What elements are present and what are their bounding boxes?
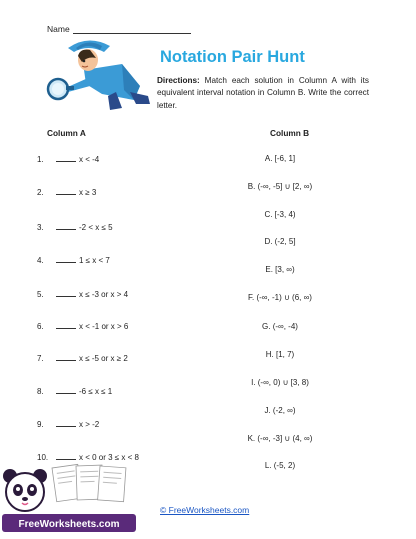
item-number: 9.	[37, 420, 44, 429]
answer-blank[interactable]	[56, 255, 76, 263]
directions-text	[157, 75, 369, 112]
column-a-item	[37, 386, 112, 396]
column-b-item: J. (-2, ∞)	[264, 406, 296, 415]
name-label: Name	[47, 24, 70, 34]
item-number: 2.	[37, 188, 44, 197]
item-expression: x < 0 or 3 ≤ x < 8	[79, 453, 139, 462]
column-a-item	[37, 452, 139, 462]
answer-blank[interactable]	[56, 321, 76, 329]
column-a-item	[37, 321, 128, 331]
freeworksheets-logo	[0, 462, 150, 539]
column-b-item: I. (-∞, 0) ∪ [3, 8)	[251, 378, 309, 387]
item-number: 5.	[37, 290, 44, 299]
answer-blank[interactable]	[56, 419, 76, 427]
column-a-heading: Column A	[47, 128, 86, 138]
column-b-item: H. [1, 7)	[265, 350, 295, 359]
answer-blank[interactable]	[56, 289, 76, 297]
item-number: 10.	[37, 453, 49, 462]
column-a-item	[37, 289, 128, 299]
detective-illustration	[44, 34, 154, 112]
column-b-item: L. (-5, 2)	[264, 461, 296, 470]
item-number: 1.	[37, 155, 44, 164]
column-b-item: F. (-∞, -1) ∪ (6, ∞)	[248, 293, 312, 302]
item-number: 4.	[37, 256, 44, 265]
name-field-row	[47, 24, 191, 34]
copyright-link[interactable]: © FreeWorksheets.com	[160, 505, 250, 515]
item-expression: x ≤ -3 or x > 4	[79, 290, 129, 299]
column-b-item: G. (-∞, -4)	[262, 322, 298, 331]
column-a-item	[37, 353, 128, 363]
item-number: 7.	[37, 354, 44, 363]
item-expression: x ≤ -5 or x ≥ 2	[79, 354, 128, 363]
column-b-item: K. (-∞, -3] ∪ (4, ∞)	[247, 434, 313, 443]
answer-blank[interactable]	[56, 187, 76, 195]
item-expression: x < -4	[79, 155, 100, 164]
column-a-item	[37, 222, 113, 232]
answer-blank[interactable]	[56, 386, 76, 394]
item-number: 6.	[37, 322, 44, 331]
item-expression: 1 ≤ x < 7	[79, 256, 110, 265]
worksheet-title: Notation Pair Hunt	[160, 48, 305, 66]
name-blank-line	[73, 25, 191, 34]
logo-text: FreeWorksheets.com	[18, 519, 120, 530]
answer-blank[interactable]	[56, 452, 76, 460]
item-expression: x < -1 or x > 6	[79, 322, 129, 331]
answer-blank[interactable]	[56, 222, 76, 230]
answer-blank[interactable]	[56, 154, 76, 162]
column-b-heading: Column B	[270, 128, 310, 138]
column-b-item: E. [3, ∞)	[265, 265, 295, 274]
directions-body: Match each solution in Column A with its equivalent interval notation in Column B. Write the correct letter.	[157, 76, 369, 110]
column-b-item: B. (-∞, -5] ∪ [2, ∞)	[247, 182, 313, 191]
directions-label: Directions:	[157, 76, 200, 85]
column-a-item	[37, 154, 99, 164]
column-a-item	[37, 419, 99, 429]
item-expression: x ≥ 3	[79, 188, 97, 197]
column-b-item: D. (-2, 5]	[264, 237, 296, 246]
item-number: 8.	[37, 387, 44, 396]
item-expression: x > -2	[79, 420, 100, 429]
column-a-item	[37, 187, 96, 197]
item-expression: -2 < x ≤ 5	[79, 223, 113, 232]
column-b-item: C. [-3, 4)	[264, 210, 296, 219]
item-number: 3.	[37, 223, 44, 232]
column-a-item	[37, 255, 110, 265]
column-b-item: A. [-6, 1]	[264, 154, 296, 163]
item-expression: -6 ≤ x ≤ 1	[79, 387, 113, 396]
answer-blank[interactable]	[56, 353, 76, 361]
